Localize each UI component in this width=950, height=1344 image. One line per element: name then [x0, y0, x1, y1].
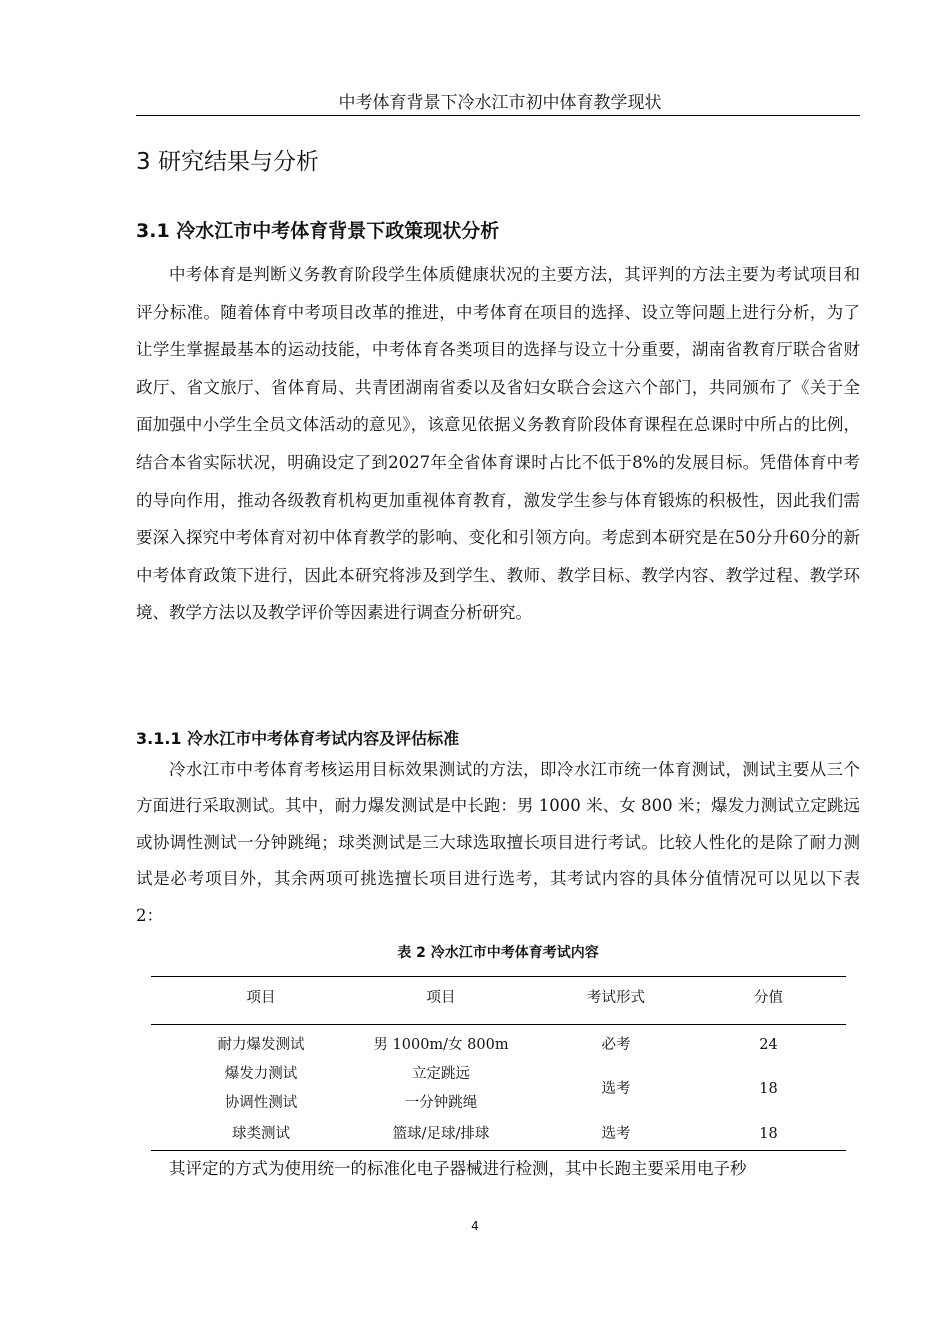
table-cell: 耐力爆发测试: [217, 1037, 305, 1053]
table-cell: 球类测试: [232, 1126, 290, 1142]
table-header-rule: [151, 1024, 846, 1025]
table-header-cell: 分值: [754, 990, 783, 1006]
section-heading: 3.1 冷水江市中考体育背景下政策现状分析: [136, 220, 500, 242]
table-cell: 一分钟跳绳: [404, 1095, 478, 1111]
chapter-heading: 3 研究结果与分析: [136, 149, 319, 175]
body-paragraph: 其评定的方式为使用统一的标准化电子器械进行检测，其中长跑主要采用电子秒: [169, 1159, 747, 1178]
table-cell: 协调性测试: [224, 1095, 298, 1111]
page-number: 4: [471, 1219, 479, 1233]
table-caption: 表 2 冷水江市中考体育考试内容: [397, 945, 599, 961]
subsection-heading: 3.1.1 冷水江市中考体育考试内容及评估标准: [136, 729, 460, 748]
table-cell: 必考: [601, 1037, 631, 1053]
table-cell: 选考: [601, 1081, 631, 1097]
table-cell: 篮球/足球/排球: [392, 1126, 490, 1142]
table-header-cell: 项目: [426, 990, 456, 1006]
table-cell: 爆发力测试: [224, 1066, 298, 1082]
table-cell: 24: [759, 1037, 778, 1053]
table-cell: 18: [759, 1081, 778, 1097]
table-cell: 男 1000m/女 800m: [373, 1037, 509, 1053]
table-header-cell: 项目: [246, 990, 276, 1006]
table-cell: 立定跳远: [412, 1066, 470, 1082]
running-header: 中考体育背景下冷水江市初中体育教学现状: [338, 93, 662, 113]
header-rule: [136, 115, 860, 116]
body-paragraph: 冷水江市中考体育考核运用目标效果测试的方法，即冷水江市统一体育测试，测试主要从三个方面进行采取测试。其中，耐力爆发测试是中长跑：男 1000 米、女 800 米；爆发力测试立定跳远或协调性测试一分钟跳绳；球类测试是三大球选取擅长项目进行考试。比较人性化的是除了耐力测试是必考项目外，其余两项可挑选擅长项目进行选考，其考试内容的具体分值情况可以见以下表 2：: [136, 760, 860, 925]
body-paragraph: 中考体育是判断义务教育阶段学生体质健康状况的主要方法，其评判的方法主要为考试项目和评分标准。随着体育中考项目改革的推进，中考体育在项目的选择、设立等问题上进行分析，为了让学生掌握最基本的运动技能，中考体育各类项目的选择与设立十分重要，湖南省教育厅联合省财政厅、省文旅厅、省体育局、共青团湖南省委以及省妇女联合会这六个部门，共同颁布了《关于全面加强中小学生全员文体活动的意见》，该意见依据义务教育阶段体育课程在总课时中所占的比例，结合本省实际状况，明确设定了到2027年全省体育课时占比不低于8%的发展目标。凭借体育中考的导向作用，推动各级教育机构更加重视体育教育，激发学生参与体育锻炼的积极性，因此我们需要深入探究中考体育对初中体育教学的影响、变化和引领方向。考虑到本研究是在50分升60分的新中考体育政策下进行，因此本研究将涉及到学生、教师、教学目标、教学内容、教学过程、教学环境、教学方法以及教学评价等因素进行调查分析研究。: [136, 265, 860, 623]
table-cell: 18: [759, 1126, 778, 1142]
table-top-rule: [151, 976, 846, 977]
table-header-cell: 考试形式: [587, 990, 645, 1006]
table-cell: 选考: [601, 1126, 631, 1142]
